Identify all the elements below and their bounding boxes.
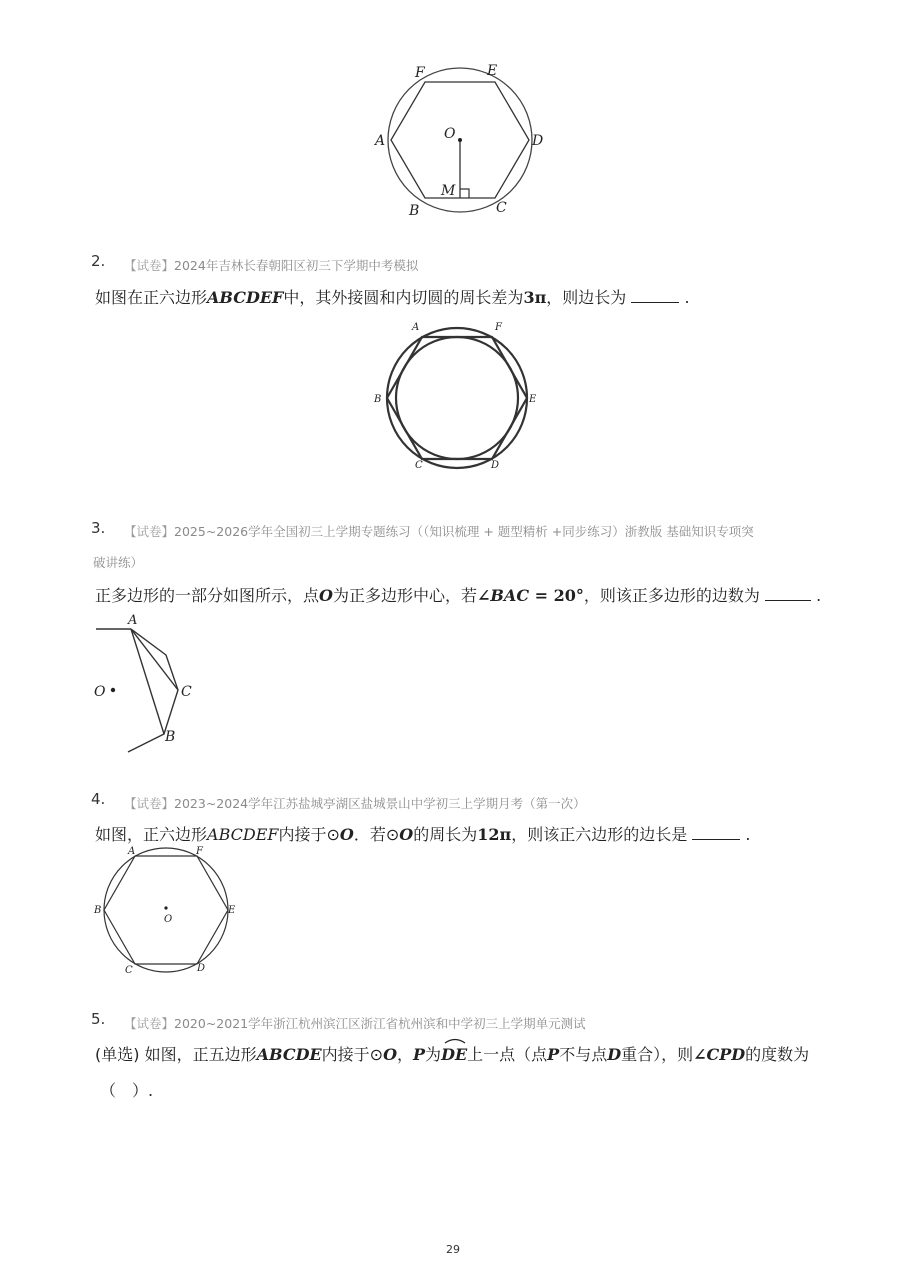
q3-stem-end: . — [816, 586, 822, 605]
fig4-label-d: D — [197, 963, 206, 974]
q4-stem-end: . — [745, 825, 751, 844]
fig4-label-a: A — [128, 846, 136, 857]
fig2-label-e: E — [529, 394, 537, 405]
q2-stem-text-b: 中，其外接圆和内切圆的周长差为 — [283, 288, 524, 307]
q5-arc-mark — [443, 1036, 467, 1044]
q2-source — [124, 256, 418, 274]
q3-source-line2: 破讲练） — [93, 555, 144, 570]
fig2-label-a: A — [412, 322, 420, 333]
q4-stem-var: ABCDEF — [207, 825, 279, 844]
fig3-label-c: C — [181, 684, 192, 700]
q5-question-type: (单选) — [95, 1045, 140, 1064]
fig3-label-b: B — [165, 729, 176, 745]
q2-stem-text-a: 如图在正六边形 — [95, 288, 208, 307]
fig4-label-o: O — [164, 914, 173, 925]
q5-stem-text-f: 不与点 — [559, 1045, 608, 1064]
fig1-label-d: D — [532, 133, 544, 149]
q3-stem — [95, 583, 821, 606]
q4-stem-text-a: 如图，正六边形 — [95, 825, 208, 844]
q3-stem-angle-value: = 20° — [529, 586, 584, 605]
q5-stem-text-c: ， — [397, 1045, 414, 1064]
fig3-label-o: O — [94, 684, 106, 700]
q4-stem-text-e: ，则该正六边形的边长是 — [511, 825, 688, 844]
fig2-label-b: B — [374, 394, 382, 405]
q5-stem-p2: P — [547, 1045, 560, 1064]
q5-stem-text-e: 上一点（点 — [467, 1045, 548, 1064]
q4-source-tag: 【试卷】 — [124, 796, 175, 811]
fig4-label-c: C — [125, 965, 133, 976]
q3-stem-text-b: 为正多边形中心，若 — [332, 586, 477, 605]
fig4-label-e: E — [228, 905, 236, 916]
q4-number: 4. — [91, 790, 106, 808]
q2-stem-value: 3π — [523, 288, 547, 307]
q5-source-text: 2020~2021学年浙江杭州滨江区浙江省杭州滨和中学初三上学期单元测试 — [174, 1016, 586, 1031]
fig2-label-d: D — [491, 460, 500, 471]
figure-polygon-part — [88, 610, 218, 760]
q4-stem-text-b: 内接于⊙ — [278, 825, 340, 844]
q4-stem-text-c: ．若⊙ — [353, 825, 400, 844]
fig1-label-e: E — [487, 63, 498, 79]
q4-stem-o2: O — [399, 825, 414, 844]
figure-hexagon-incircle — [370, 318, 545, 478]
q4-stem-text-d: 的周长为 — [413, 825, 478, 844]
q2-number: 2. — [91, 252, 106, 270]
q4-stem-value: 12π — [477, 825, 512, 844]
q3-stem-text-a: 正多边形的一部分如图所示，点 — [95, 586, 320, 605]
fig1-label-m: M — [441, 183, 456, 199]
q5-stem-arc-de: DE — [441, 1045, 468, 1064]
q2-stem-var: ABCDEF — [207, 288, 284, 307]
q5-stem-point-d: D — [607, 1045, 622, 1064]
q5-stem-text-d: 为 — [425, 1045, 442, 1064]
fig1-label-o: O — [444, 126, 456, 142]
q5-stem-text-g: 重合），则 — [621, 1045, 694, 1064]
q3-stem-point-o: O — [319, 586, 333, 605]
q5-stem-p: P — [413, 1045, 426, 1064]
q5-source-tag: 【试卷】 — [124, 1016, 175, 1031]
q5-stem-text-h: 的度数为 — [745, 1045, 810, 1064]
q5-stem-var: ABCDE — [256, 1045, 322, 1064]
q5-source — [124, 1014, 586, 1032]
q3-source-line1 — [124, 522, 754, 540]
q2-source-text: 2024年吉林长春朝阳区初三下学期中考模拟 — [174, 258, 419, 273]
q5-stem-o: O — [383, 1045, 397, 1064]
q2-answer-blank[interactable] — [631, 288, 679, 303]
q5-stem-text-b: 内接于⊙ — [321, 1045, 384, 1064]
fig1-label-a: A — [375, 133, 386, 149]
q3-source-text: 2025~2026学年全国初三上学期专题练习（（知识梳理 + 题型精析 +同步练习）浙教版 基础知识专项突 — [174, 524, 754, 539]
q3-stem-angle: ∠BAC — [476, 586, 530, 605]
q5-answer-paren[interactable]: （ ）. — [100, 1081, 154, 1100]
q5-stem — [95, 1042, 809, 1065]
q2-stem-end: . — [684, 288, 690, 307]
fig1-label-f: F — [415, 65, 425, 81]
q5-stem-text-a: 如图，正五边形 — [139, 1045, 257, 1064]
q3-number: 3. — [91, 519, 106, 537]
q2-stem — [95, 285, 690, 308]
q4-source-text: 2023~2024学年江苏盐城亭湖区盐城景山中学初三上学期月考（第一次） — [174, 796, 586, 811]
fig3-label-a: A — [128, 613, 138, 628]
fig2-label-c: C — [415, 460, 423, 471]
q5-stem-angle: ∠CPD — [693, 1045, 746, 1064]
q4-answer-blank[interactable] — [692, 825, 740, 840]
q2-source-tag: 【试卷】 — [124, 258, 175, 273]
q4-stem-o1: O — [339, 825, 354, 844]
figure-hexagon-inscribed — [88, 842, 248, 982]
q3-stem-text-c: ，则该正多边形的边数为 — [583, 586, 760, 605]
fig1-label-c: C — [496, 200, 507, 216]
q5-number: 5. — [91, 1010, 106, 1028]
q2-stem-text-c: ，则边长为 — [546, 288, 627, 307]
fig4-label-f: F — [196, 846, 203, 857]
fig2-label-f: F — [495, 322, 502, 333]
page-number: 29 — [446, 1243, 460, 1256]
q4-source — [124, 794, 586, 812]
fig4-label-b: B — [94, 905, 102, 916]
q3-source-tag: 【试卷】 — [124, 524, 175, 539]
figure-hexagon-om — [360, 55, 560, 225]
fig1-label-b: B — [409, 203, 420, 219]
q3-answer-blank[interactable] — [765, 586, 811, 601]
